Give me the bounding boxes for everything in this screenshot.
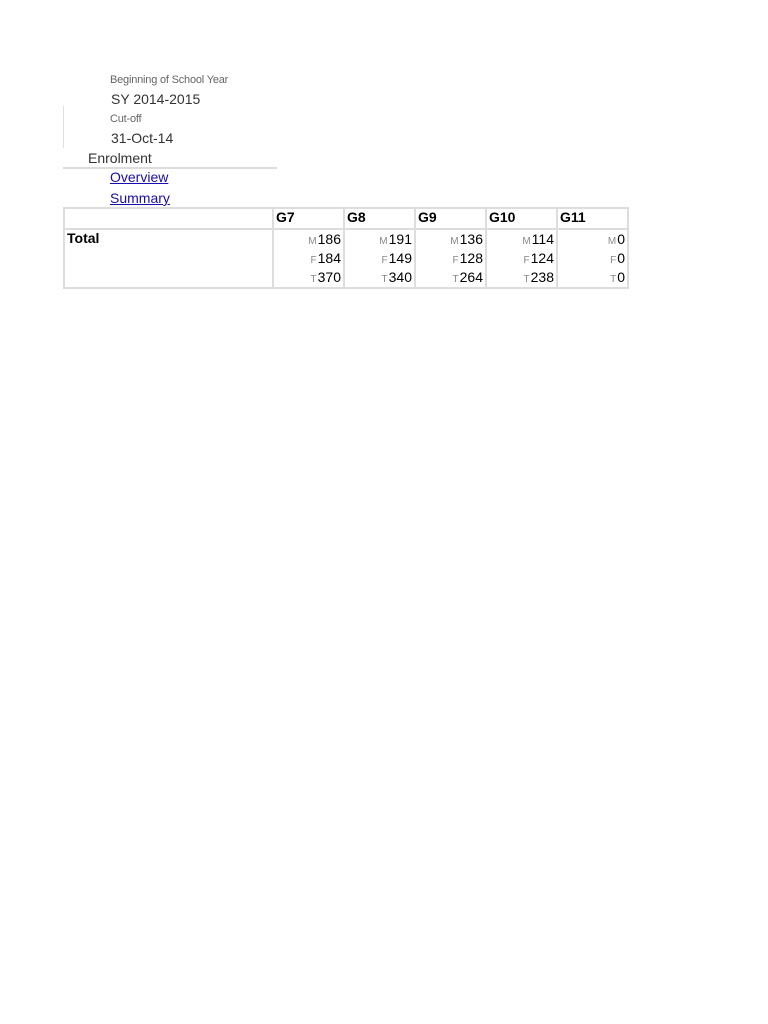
male-count: M136 bbox=[450, 231, 483, 247]
total-count: T238 bbox=[523, 269, 554, 285]
female-count: F128 bbox=[452, 250, 483, 266]
total-count: T264 bbox=[452, 269, 483, 285]
male-count: M191 bbox=[379, 231, 412, 247]
table-row bbox=[64, 229, 628, 288]
cutoff-label: Cut-off bbox=[110, 113, 142, 125]
cutoff-value: 31-Oct-14 bbox=[111, 130, 174, 146]
male-count: M114 bbox=[522, 231, 554, 247]
total-count: T340 bbox=[381, 269, 412, 285]
male-count: M0 bbox=[607, 231, 625, 247]
cell-g10 bbox=[486, 229, 557, 288]
cell-g7 bbox=[273, 229, 344, 288]
row-label-total: Total bbox=[64, 229, 273, 288]
school-year-label: Beginning of School Year bbox=[110, 74, 229, 86]
total-count: T0 bbox=[610, 269, 625, 285]
corner-cell bbox=[64, 208, 273, 229]
female-count: F184 bbox=[310, 250, 341, 266]
cell-g8 bbox=[344, 229, 415, 288]
cell-g9 bbox=[415, 229, 486, 288]
male-count: M186 bbox=[308, 231, 341, 247]
column-header-g10: G10 bbox=[486, 208, 557, 229]
column-header-g8: G8 bbox=[344, 208, 415, 229]
column-header-g7: G7 bbox=[273, 208, 344, 229]
column-header-g11: G11 bbox=[557, 208, 628, 229]
column-header-g9: G9 bbox=[415, 208, 486, 229]
school-year-value: SY 2014-2015 bbox=[111, 91, 201, 107]
left-margin-rule bbox=[63, 106, 64, 148]
section-title: Enrolment bbox=[88, 150, 152, 166]
female-count: F124 bbox=[523, 250, 554, 266]
summary-link[interactable]: Summary bbox=[110, 190, 170, 206]
enrolment-table bbox=[63, 207, 629, 289]
total-count: T370 bbox=[310, 269, 341, 285]
female-count: F0 bbox=[610, 250, 625, 266]
section-divider bbox=[63, 167, 277, 169]
cell-g11 bbox=[557, 229, 628, 288]
overview-link[interactable]: Overview bbox=[110, 169, 169, 185]
female-count: F149 bbox=[381, 250, 412, 266]
table-header-row bbox=[64, 208, 628, 229]
